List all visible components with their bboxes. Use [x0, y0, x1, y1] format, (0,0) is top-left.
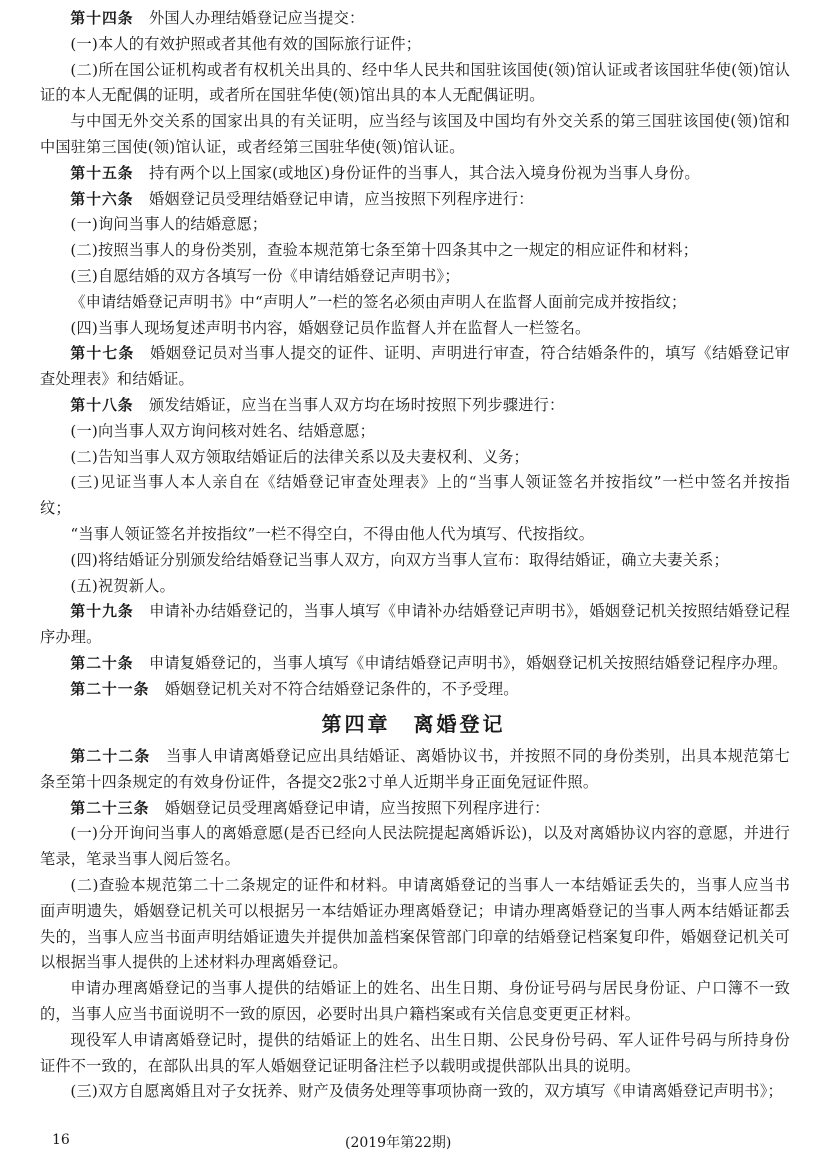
paragraph-text: 与中国无外交关系的国家出具的有关证明，应当经与该国及中国均有外交关系的第三国驻该国使(领)馆和中国驻第三国使(领)馆认证，或者经第三国驻华使(领)馆认证。 [40, 112, 790, 156]
issue-label: (2019年第22期) [345, 1135, 452, 1151]
paragraph-text: (一)向当事人双方询问核对姓名、结婚意愿； [70, 421, 376, 440]
paragraph [40, 574, 790, 600]
article-paragraph [40, 744, 790, 796]
paragraph-text: (四)当事人现场复述声明书内容，婚姻登记员作监督人并在监督人一栏签名。 [70, 318, 591, 337]
paragraph-text: 婚姻登记员对当事人提交的证件、证明、声明进行审查，符合结婚条件的，填写《结婚登记审查处理表》和结婚证。 [40, 344, 790, 389]
paragraph [40, 522, 790, 548]
paragraph [40, 548, 790, 574]
paragraph-text: (四)将结婚证分别颁发给结婚登记当事人双方，向双方当事人宣布：取得结婚证，确立夫妻关系； [70, 550, 729, 569]
paragraph-text: (三)见证当事人本人亲自在《结婚登记审查处理表》上的“当事人领证签名并按指纹”一栏中签名并按指纹； [40, 473, 790, 518]
paragraph [40, 821, 790, 873]
paragraph [40, 264, 790, 290]
paragraph [40, 32, 790, 58]
article-number: 第十九条 [70, 603, 134, 621]
article-paragraph [40, 599, 790, 651]
paragraph-text: 申请补办结婚登记的，当事人填写《申请补办结婚登记声明书》，婚姻登记机关按照结婚登记程序办理。 [40, 602, 790, 647]
paragraph [40, 238, 790, 264]
paragraph-text: 申请复婚登记的，当事人填写《申请结婚登记声明书》，婚姻登记机关按照结婚登记程序办理。 [133, 654, 788, 672]
paragraph [40, 58, 790, 110]
paragraph-text: (二)按照当事人的身份类别，查验本规范第七条至第十四条其中之一规定的相应证件和材料； [70, 241, 699, 260]
paragraph-text: (一)询问当事人的结婚意愿； [70, 215, 268, 234]
article-number: 第十六条 [70, 190, 134, 208]
paragraph-text: 婚姻登记机关对不符合结婚登记条件的，不予受理。 [149, 679, 519, 698]
paragraph-text: 《申请结婚登记声明书》中“声明人”一栏的签名必须由声明人在监督人面前完成并按指纹； [70, 292, 687, 311]
paragraph [40, 212, 790, 238]
paragraph-text: 颁发结婚证，应当在当事人双方均在场时按照下列步骤进行： [133, 396, 565, 414]
paragraph [40, 445, 790, 471]
article-paragraph [40, 341, 790, 393]
chapter-title: 第四章 离婚登记 [321, 712, 506, 736]
paragraph [40, 976, 790, 1028]
paragraph-text: (三)双方自愿离婚且对子女抚养、财产及债务处理等事项协商一致的，双方填写《申请离婚登记声明书》； [70, 1082, 783, 1101]
paragraph-text: 婚姻登记员受理结婚登记申请，应当按照下列程序进行： [133, 189, 534, 208]
paragraph-text: (二)告知当事人双方领取结婚证后的法律关系以及夫妻权利、义务； [70, 447, 529, 466]
article-number: 第二十条 [70, 655, 134, 672]
article-number: 第二十二条 [70, 748, 151, 765]
paragraph [40, 316, 790, 342]
article-number: 第二十一条 [70, 680, 150, 698]
paragraph-text: “当事人领证签名并按指纹”一栏不得空白，不得由他人代为填写、代按指纹。 [70, 525, 595, 543]
paragraph-text: 持有两个以上国家(或地区)身份证件的当事人，其合法入境身份视为当事人身份。 [133, 163, 700, 182]
article-number: 第十七条 [70, 345, 135, 363]
paragraph [40, 109, 790, 161]
paragraph-text: (二)所在国公证机构或者有权机关出具的、经中华人民共和国驻该国使(领)馆认证或者该国驻华使(领)馆认证的本人无配偶的证明，或者所在国驻华使(领)馆出具的本人无配偶证明。 [40, 60, 790, 105]
article-paragraph [40, 161, 790, 187]
article-paragraph [40, 796, 790, 822]
article-paragraph [40, 6, 790, 32]
paragraph-text: 婚姻登记员受理离婚登记申请，应当按照下列程序进行： [149, 798, 550, 817]
paragraph-text: 申请办理离婚登记的当事人提供的结婚证上的姓名、出生日期、身份证号码与居民身份证、户口簿不一致的，当事人应当书面说明不一致的原因，必要时出具户籍档案或有关信息变更更正材料。 [40, 979, 790, 1023]
paragraph [40, 290, 790, 316]
page-number: 16 [52, 1132, 70, 1148]
paragraph [40, 419, 790, 445]
paragraph-text: (一)分开询问当事人的离婚意愿(是否已经向人民法院提起离婚诉讼)，以及对离婚协议内容的意愿，并进行笔录，笔录当事人阅后签名。 [40, 824, 790, 869]
paragraph [40, 1079, 790, 1105]
paragraph-text: 现役军人申请离婚登记时，提供的结婚证上的姓名、出生日期、公民身份号码、军人证件号码与所持身份证件不一致的，在部队出具的军人婚姻登记证明备注栏予以载明或提供部队出具的说明。 [40, 1030, 790, 1075]
paragraph-text: (三)自愿结婚的双方各填写一份《申请结婚登记声明书》； [70, 267, 460, 285]
paragraph-text: 外国人办理结婚登记应当提交： [133, 9, 365, 27]
paragraph-text: (一)本人的有效护照或者其他有效的国际旅行证件； [70, 34, 422, 53]
paragraph [40, 1028, 790, 1080]
article-number: 第十四条 [70, 10, 134, 27]
article-paragraph [40, 187, 790, 213]
article-number: 第二十三条 [70, 799, 150, 817]
paragraph-text: (二)查验本规范第二十二条规定的证件和材料。申请离婚登记的当事人一本结婚证丢失的，当事人应当书面声明遗失，婚姻登记机关可以根据另一本结婚证办理离婚登记；申请办理离婚登记的当事人两本结婚证都丢失的，当事人应当书面声明结婚证遗失并提供加盖档案保管部门印章的结婚登记档案复印件，婚姻登记机关可以根据当事人提供的上述材料办理离婚登记。 [40, 876, 790, 972]
paragraph [40, 873, 790, 976]
article-paragraph [40, 677, 790, 703]
article-number: 第十五条 [70, 164, 134, 182]
article-number: 第十八条 [70, 397, 134, 414]
paragraph-text: 当事人申请离婚登记应出具结婚证、离婚协议书，并按照不同的身份类别，出具本规范第七条至第十四条规定的有效身份证件，各提交2张2寸单人近期半身正面免冠证件照。 [40, 747, 790, 791]
article-paragraph [40, 393, 790, 419]
article-paragraph [40, 651, 790, 677]
paragraph [40, 470, 790, 522]
paragraph-text: (五)祝贺新人。 [70, 576, 175, 595]
